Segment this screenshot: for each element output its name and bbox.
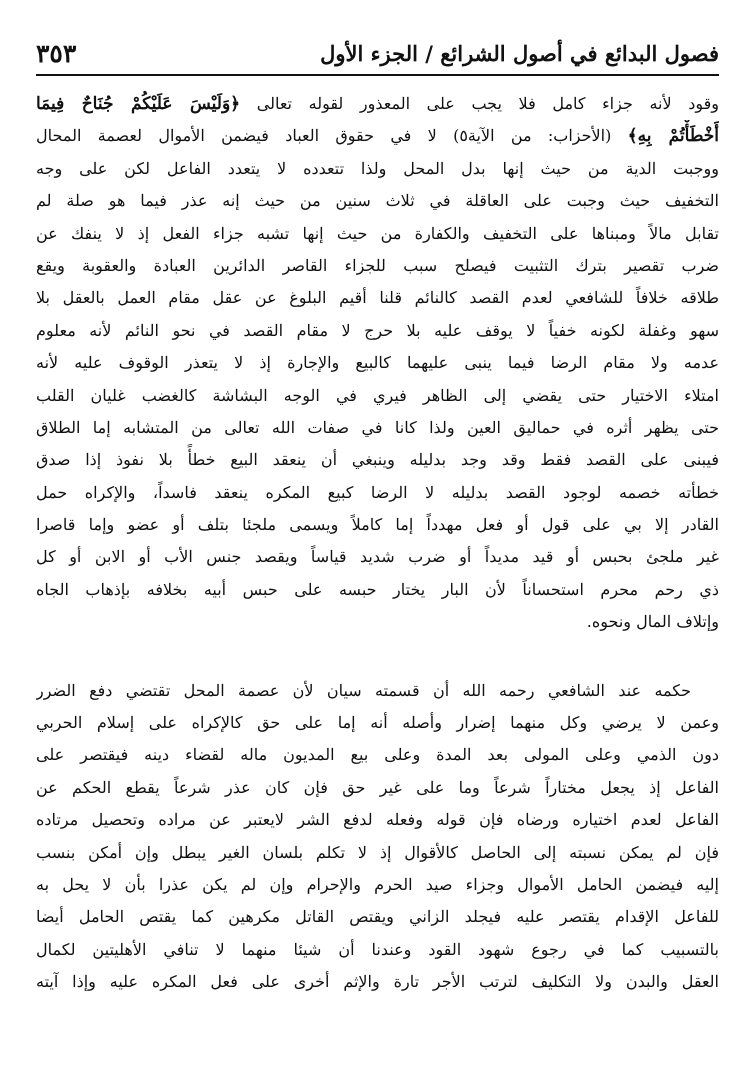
line-text: ضرب تقصير بترك التثبيت فيصلح سبب للجزاء القاصر الدائرين العبادة والعقوبة ويقع	[36, 255, 719, 275]
running-title: فصول البدائع في أصول الشرائع / الجزء الأول	[320, 41, 719, 66]
paragraph-1	[36, 88, 719, 639]
text-line	[36, 88, 719, 120]
line-text: وإتلاف المال ونحوه.	[586, 612, 719, 632]
text-line	[36, 315, 719, 347]
text-line	[36, 185, 719, 217]
text-line	[36, 541, 719, 573]
text-line: دون الذمي وعلى المولى بعد المدة وعلى بيع المديون ماله لقضاء دينه فيقتصر على	[36, 745, 719, 765]
text-line	[36, 120, 719, 152]
page-number: ٣٥٣	[36, 39, 77, 68]
text-line	[36, 250, 719, 282]
text-line: الفاعل إذ يجعل مختاراً شرعاً وما على غير حق فإن كان عذر شرعاً يقطع الحكم عن	[36, 777, 719, 797]
line-text: فيبنى على القصد فقط وقد وجد بدليله وينبغي أن ينعقد البيع خطأً بلا نفوذ إذا صدق	[36, 450, 719, 470]
text-line: إليه فيضمن الحامل الأموال وجزاء صيد الحرم والإحرام وإن لم يكن عذرا بأن لا يحل به	[36, 874, 719, 894]
line-text: وقود لأنه جزاء كامل فلا يجب على المعذور لقوله تعالى	[240, 94, 719, 113]
line-text: تقابل مالاً ومبناها على التخفيف والكفارة من حيث إنها تشبه جزاء الفعل إذ لا ينفك عن	[36, 223, 719, 243]
line-text: ذي رحم محرم استحساناً لأن البار يختار حبسه على حبس أبيه بخلافه بإذهاب الجاه	[36, 579, 719, 599]
text-line	[36, 574, 719, 606]
text-line	[36, 444, 719, 476]
text-line	[36, 347, 719, 379]
line-text: ووجبت الدية من حيث إنها بدل المحل ولذا تتعدده لا يتعدد الفاعل لكن على وجه	[36, 158, 719, 178]
text-line: الفاعل لعدم اختياره ورضاه فإن قوله وفعله لدفع الشر لايعتبر عن مراده وتحصيل مرتاده	[36, 810, 719, 830]
text-line: بالتسبيب كما في رجوع شهود القود وعندنا أن شيئا منهما لا تنافي الأهليتين لكمال	[36, 939, 719, 959]
text-line	[36, 509, 719, 541]
main-text	[36, 88, 719, 999]
text-line	[36, 380, 719, 412]
line-text: (الأحزاب: من الآية٥) لا في حقوق العباد فيضمن الأموال لعصمة المحال	[36, 126, 628, 146]
text-line: حكمه عند الشافعي رحمه الله أن قسمته سيان لأن عصمة المحل تقتضي دفع الضرر	[36, 680, 691, 700]
line-text: القادر إلا بي على قول أو فعل مهدداً إما كاملاً ويسمى ملجئا بتلف أو عضو وإما قاصرا	[36, 515, 719, 535]
text-line	[36, 477, 719, 509]
line-text: امتلاء الاختيار حتى يقضي إلى الظاهر فيري في الوجه البشاشة كالغضب غليان القلب	[36, 385, 719, 405]
text-line: فإن لم يمكن نسبته إلى الحاصل كالأقوال إذ لا تكلم بلسان الغير يبطل وإن أمكن بنسب	[36, 842, 719, 862]
text-line: للفاعل الإقدام يقتصر عليه فيجلد الزاني ويقتص القاتل مكرهين كما يقتص الحامل أيضا	[36, 907, 719, 927]
line-text: عدمه ولا مقام الرضا فيما ينبى عليهما كالبيع والإجارة إذ لا يتعذر الوقوف عليه لأنه	[36, 353, 719, 373]
line-text: التخفيف حيث وجبت على العاقلة في ثلاث سنين من حيث إنه عذر فيما هو صلة لم	[36, 191, 719, 211]
text-line	[36, 153, 719, 185]
line-text: خطأته خصمه لوجود القصد بدليله لا الرضا كبيع المكره ينعقد فاسداً، والإكراه حمل	[36, 482, 719, 502]
page-header	[36, 30, 719, 76]
text-line	[36, 606, 719, 638]
text-line	[36, 412, 719, 444]
paragraph-gap	[36, 639, 719, 675]
quran-verse: ﴿وَلَيْسَ عَلَيْكُمْ جُنَاحٌ فِيمَا	[36, 94, 241, 114]
book-page	[36, 30, 719, 999]
text-line	[36, 218, 719, 250]
text-line: وعمن لا يرضي وكل منهما إضرار وأصله أنه إما على حق كالإكراه على إسلام الحربي	[36, 713, 719, 733]
text-line	[36, 282, 719, 314]
text-line: العقل والبدن ولا التكليف لترتب الأجر تارة والإثم أخرى على فعل المكره عليه وإذا آيته	[36, 972, 719, 992]
paragraph-2	[36, 675, 719, 999]
line-text: سهو وغفلة لكونه خفياً لا يوقف عليه بلا حرج لا مقام القصد في نحو النائم لأنه معلوم	[36, 320, 719, 340]
quran-verse: أَخْطَأْتُمْ بِهِ﴾	[627, 126, 719, 147]
line-text: حتى يظهر أثره في حماليق العين ولذا كانا في صفات الله تعالى من المتشابه إما الطلاق	[36, 417, 719, 437]
line-text: طلاقه خلافاً للشافعي لعدم القصد كالنائم قلنا أقيم البلوغ عن عقل مقام العمل بالعقل بلا	[36, 288, 719, 308]
line-text: غير ملجئ بحبس أو قيد مديداً أو ضرب شديد قياساً ويقصد جنس الأب أو الابن أو كل	[36, 547, 719, 567]
